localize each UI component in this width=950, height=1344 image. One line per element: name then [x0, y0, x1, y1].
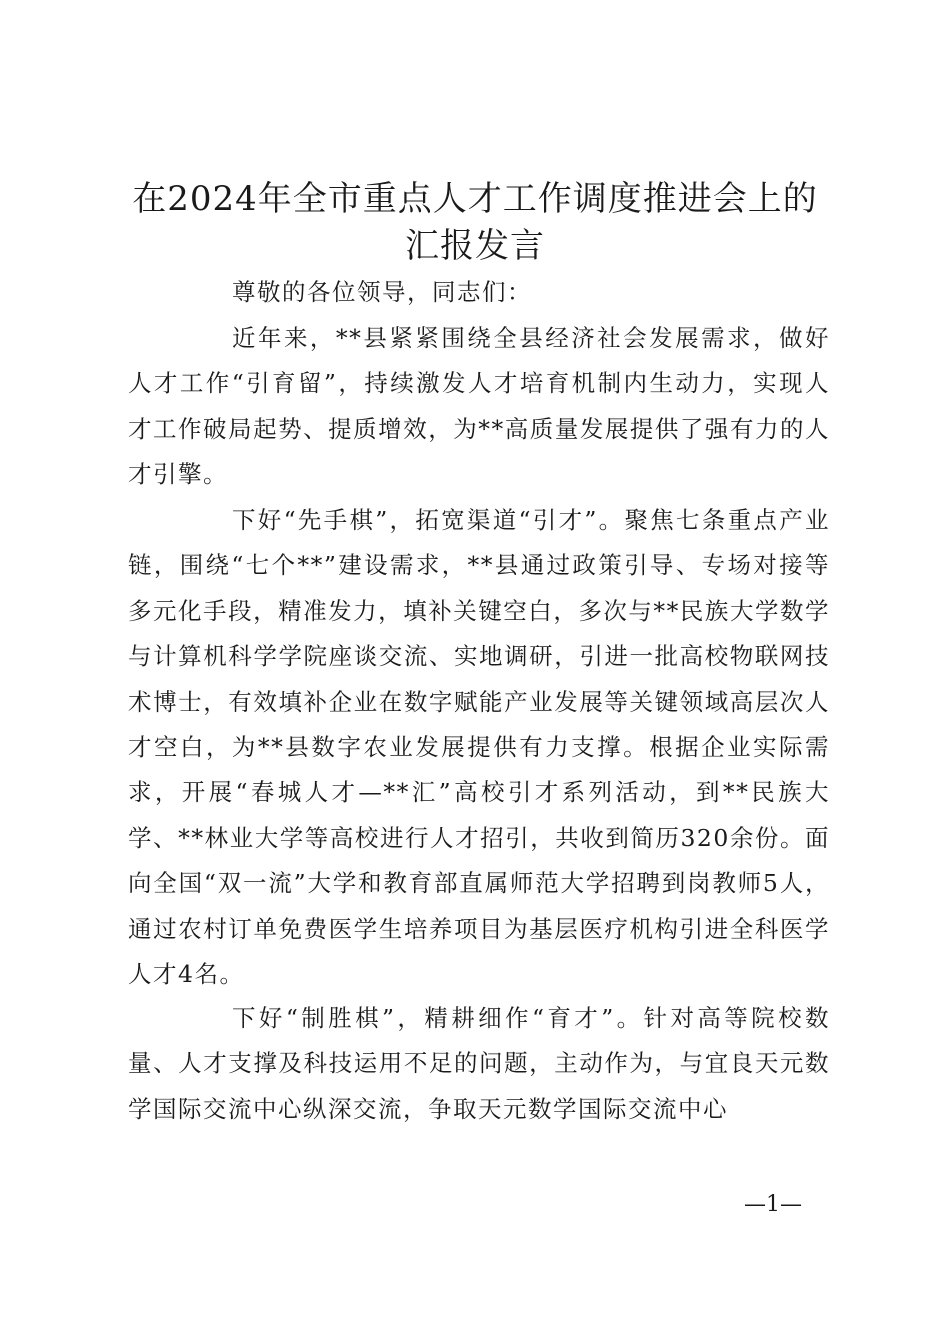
document-title-line-2: 汇报发言	[405, 226, 545, 266]
paragraph-intro: 近年来，**县紧紧围绕全县经济社会发展需求，做好人才工作“引育留”，持续激发人才培育机制内生动力，实现人才工作破局起势、提质增效，为**高质量发展提供了强有力的人才引擎。	[128, 324, 830, 489]
paragraph-attract-talent: 下好“先手棋”，拓宽渠道“引才”。聚焦七条重点产业链，围绕“七个**”建设需求，**县通过政策引导、专场对接等多元化手段，精准发力，填补关键空白，多次与**民族大学数学与计算机科学学院座谈交流、实地调研，引进一批高校物联网技术博士，有效填补企业在数字赋能产业发展等关键领域高层次人才空白，为**县数字农业发展提供有力支撑。根据企业实际需求，开展“春城人才—**汇”高校引才系列活动，到**民族大学、**林业大学等高校进行人才招引，共收到简历320余份。面向全国“双一流”大学和教育部直属师范大学招聘到岗教师5人，通过农村订单免费医学生培养项目为基层医疗机构引进全科医学人才4名。	[128, 506, 830, 989]
salutation: 尊敬的各位领导，同志们：	[232, 278, 532, 306]
paragraph-cultivate-talent: 下好“制胜棋”，精耕细作“育才”。针对高等院校数量、人才支撑及科技运用不足的问题，主动作为，与宜良天元数学国际交流中心纵深交流，争取天元数学国际交流中心	[128, 1004, 830, 1123]
document-title-line-1: 在2024年全市重点人才工作调度推进会上的	[132, 179, 818, 219]
page-number: —1—	[744, 1192, 802, 1217]
